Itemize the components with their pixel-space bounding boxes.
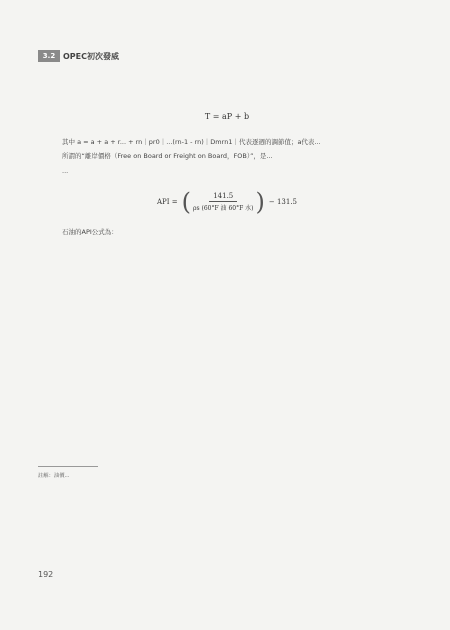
footnote: 註解：油價...: [38, 473, 70, 479]
equation-t: T = aP + b: [204, 112, 250, 121]
paragraph-5: 石油的API公式為：: [62, 228, 118, 237]
right-paren: ): [255, 188, 265, 217]
chapter-badge: 3.2: [38, 50, 60, 62]
api-numerator: 141.5: [209, 192, 237, 202]
paragraph-1: 其中 a = a + a + r... + rn｜pr0｜...(rn-1 - rn)｜Dmrn1｜代表逐週的調節值；a代表...: [62, 138, 321, 146]
api-equation-lhs: API =: [156, 198, 178, 207]
api-denominator: ρs (60°F 油 60°F 水): [192, 205, 254, 213]
body-text: [62, 112, 392, 242]
api-fraction: [193, 192, 254, 212]
running-header: [38, 50, 119, 62]
footnote-rule: [38, 466, 98, 467]
paragraph-3: 所謂的“離岸價格（Free on Board or Freight on Board，FOB）”，是...: [62, 152, 273, 161]
page-number: 192: [38, 570, 54, 579]
chapter-title: OPEC初次發威: [63, 51, 119, 61]
left-paren: (: [181, 188, 191, 217]
api-equation: [62, 188, 392, 217]
paragraph-4: ...: [62, 166, 69, 175]
api-equation-rhs: − 131.5: [268, 198, 298, 207]
